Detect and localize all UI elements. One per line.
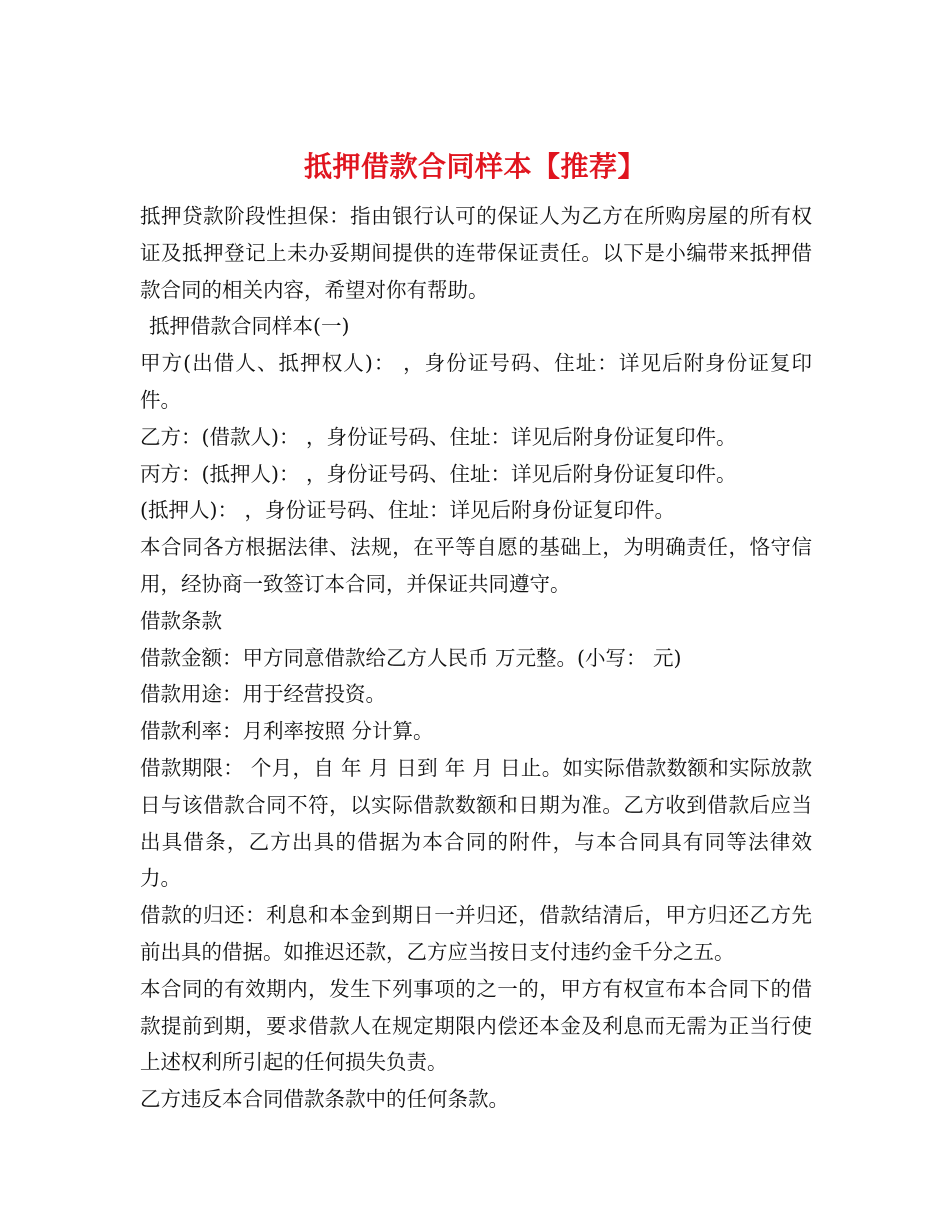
section-heading-sample-one: 抵押借款合同样本(一) <box>149 314 350 339</box>
party-c-paragraph: 丙方：(抵押人)： ，身份证号码、住址：详见后附身份证复印件。 <box>140 461 737 486</box>
early-maturity-paragraph: 本合同的有效期内，发生下列事项的之一的，甲方有权宣布本合同下的借款提前到期，要求借款人在规定期限内偿还本金及利息而无需为正当行使上述权利所引起的任何损失负责。 <box>140 976 812 1075</box>
document-title: 抵押借款合同样本【推荐】 <box>303 149 646 183</box>
intro-paragraph: 抵押贷款阶段性担保：指由银行认可的保证人为乙方在所购房屋的所有权证及抵押登记上未办妥期间提供的连带保证责任。以下是小编带来抵押借款合同的相关内容，希望对你有帮助。 <box>140 204 812 302</box>
loan-term-paragraph: 借款期限： 个月，自 年 月 日到 年 月 日止。如实际借款数额和实际放款日与该借款合同不符，以实际借款数额和日期为准。乙方收到借款后应当出具借条，乙方出具的借据为本合同的附件，与本合同具有同等法律效力。 <box>140 755 812 891</box>
breach-paragraph: 乙方违反本合同借款条款中的任何条款。 <box>140 1087 509 1112</box>
loan-purpose-paragraph: 借款用途：用于经营投资。 <box>140 682 386 707</box>
agreement-paragraph: 本合同各方根据法律、法规，在平等自愿的基础上，为明确责任，恪守信用，经协商一致签订本合同，并保证共同遵守。 <box>140 535 812 596</box>
loan-repayment-paragraph: 借款的归还：利息和本金到期日一并归还，借款结清后，甲方归还乙方先前出具的借据。如推迟还款，乙方应当按日支付违约金千分之五。 <box>140 903 812 964</box>
loan-amount-paragraph: 借款金额：甲方同意借款给乙方人民币 万元整。(小写： 元) <box>140 645 682 670</box>
loan-terms-heading: 借款条款 <box>140 608 222 633</box>
document-body <box>140 198 812 1118</box>
loan-interest-paragraph: 借款利率：月利率按照 分计算。 <box>140 719 434 744</box>
party-a-paragraph: 甲方(出借人、抵押权人)： ，身份证号码、住址：详见后附身份证复印件。 <box>140 351 812 412</box>
mortgagor-paragraph: (抵押人)： ，身份证号码、住址：详见后附身份证复印件。 <box>140 498 676 523</box>
party-b-paragraph: 乙方：(借款人)： ，身份证号码、住址：详见后附身份证复印件。 <box>140 424 737 449</box>
